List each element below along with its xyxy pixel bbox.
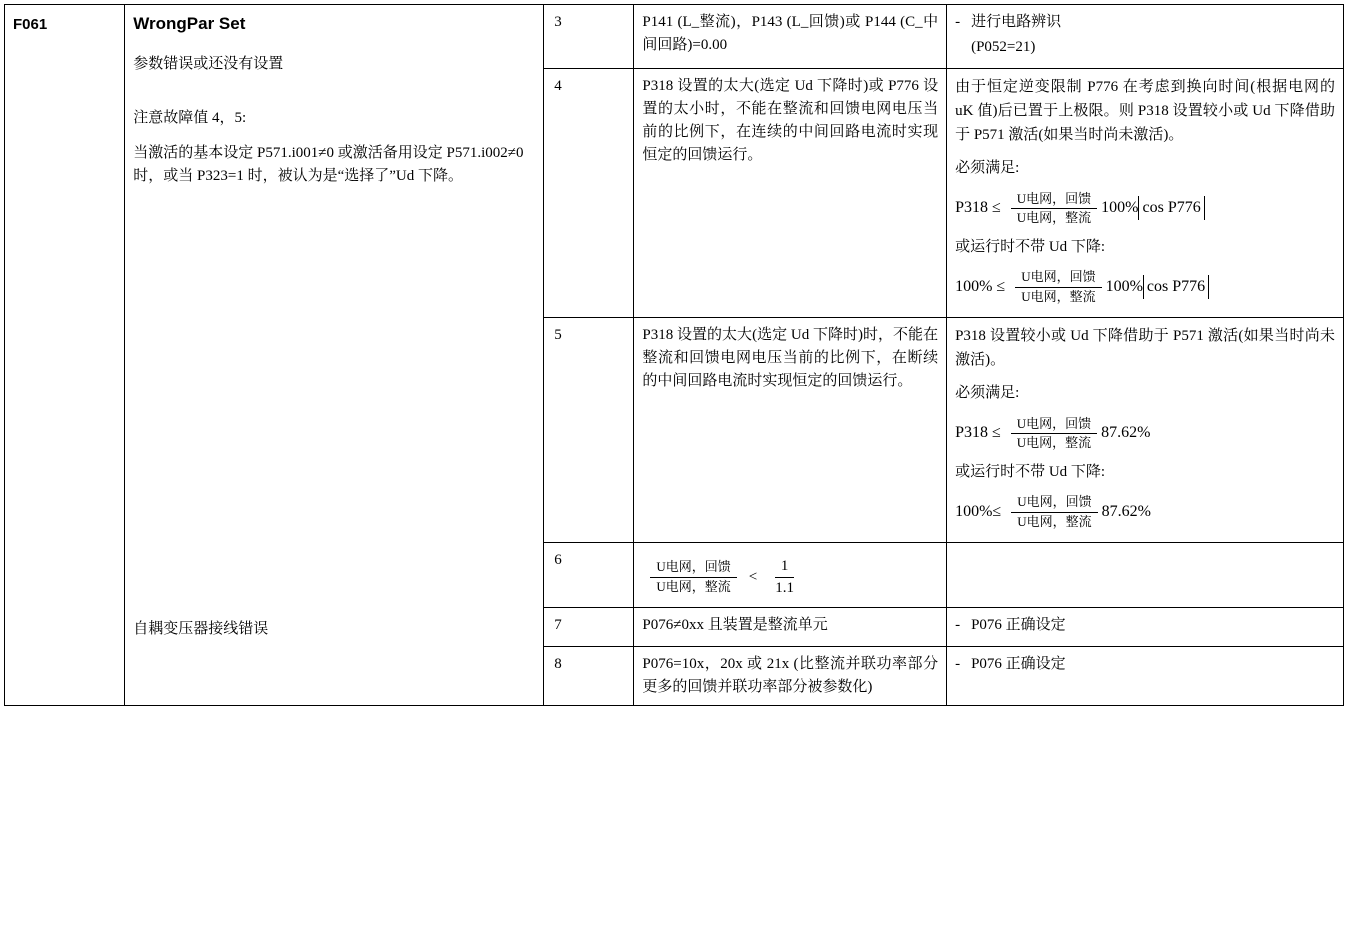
must-satisfy-label: 必须满足: <box>955 160 1020 177</box>
formula-lead: 100%≤ <box>955 502 1002 520</box>
dash-bullet-icon: - <box>955 14 961 30</box>
fault-description-note-body: 当激活的基本设定 P571.i001≠0 或激活备用设定 P571.i002≠0 时，或当 P323=1 时，被认为是“选择了”Ud 下降。 <box>133 144 524 185</box>
remedy-cell <box>947 608 1344 646</box>
formula-percent: 87.62% <box>1101 502 1151 520</box>
fault-description-cell <box>125 5 544 706</box>
fault-value-number: 7 <box>544 608 634 646</box>
cause-cell <box>634 542 947 608</box>
fault-value-number: 8 <box>544 646 634 706</box>
cause-cell: P076≠0xx 且装置是整流单元 <box>634 608 947 646</box>
list-item <box>955 653 1335 676</box>
formula-p318-continuous <box>955 191 1335 227</box>
fault-value-number: 3 <box>544 5 634 69</box>
remedy-list <box>955 11 1335 60</box>
formula-no-ud-reduction <box>955 494 1335 530</box>
list-item <box>955 614 1335 637</box>
formula-no-ud-reduction <box>955 269 1335 305</box>
fraction-numerator: U电网，回馈 <box>1015 269 1101 287</box>
fault-table <box>4 4 1344 706</box>
list-item <box>955 36 1335 59</box>
cause-cell: P141 (L_整流)，P143 (L_回馈)或 P144 (C_中间回路)=0.00 <box>634 5 947 69</box>
fraction-numerator: 1 <box>775 557 795 578</box>
fault-description-title: WrongPar Set <box>133 14 246 33</box>
formula-p318-discontinuous <box>955 416 1335 452</box>
cause-cell: P318 设置的太大(选定 Ud 下降时)或 P776 设置的太小时，不能在整流和回馈电网电压当前的比例下，在连续的中间回路电流时实现恒定的回馈运行。 <box>634 68 947 317</box>
formula-percent: 100% <box>1101 198 1139 216</box>
fraction-denominator: U电网，整流 <box>1016 209 1092 225</box>
dash-bullet-icon: - <box>955 617 961 634</box>
formula-lead: 100% ≤ <box>955 277 1006 295</box>
fraction <box>1015 269 1101 305</box>
fault-description-line1: 参数错误或还没有设置 <box>133 56 284 73</box>
remedy-cell <box>947 646 1344 706</box>
cause-cell: P318 设置的太大(选定 Ud 下降时)时，不能在整流和回馈电网电压当前的比例下，在断续的中间回路电流时实现恒定的回馈运行。 <box>634 317 947 542</box>
fraction-numerator: U电网，回馈 <box>650 559 736 577</box>
fraction-denominator: U电网，整流 <box>1021 288 1096 304</box>
comparison-operator: < <box>748 568 758 585</box>
fault-value-number: 6 <box>544 542 634 608</box>
fraction-denominator: U电网，整流 <box>1017 513 1092 529</box>
document-page <box>0 4 1348 933</box>
remedy-text: P318 设置较小或 Ud 下降借助于 P571 激活(如果当时尚未激活)。 <box>955 327 1335 369</box>
fraction-numerator: U电网，回馈 <box>1011 494 1097 512</box>
remedy-text: P076 正确设定 <box>971 655 1066 672</box>
fraction-denominator: 1.1 <box>775 579 794 596</box>
remedy-cell <box>947 317 1344 542</box>
remedy-cell <box>947 68 1344 317</box>
fraction <box>650 559 736 595</box>
fault-code-cell <box>5 5 125 706</box>
cause-cell: P076=10x，20x 或 21x (比整流并联功率部分更多的回馈并联功率部分被参数化) <box>634 646 947 706</box>
fraction <box>1011 416 1097 452</box>
dash-bullet-icon: - <box>955 655 961 672</box>
fault-value-number: 5 <box>544 317 634 542</box>
fraction <box>769 557 800 598</box>
fraction <box>1011 494 1097 530</box>
fraction-numerator: U电网，回馈 <box>1011 416 1097 434</box>
remedy-text: 进行电路辨识 <box>971 14 1062 30</box>
formula-voltage-ratio <box>646 557 938 598</box>
fault-code-text: F061 <box>13 16 48 33</box>
fraction-numerator: U电网，回馈 <box>1011 191 1097 209</box>
remedy-subtext: (P052=21) <box>971 39 1036 56</box>
formula-percent: 87.62% <box>1101 424 1151 442</box>
remedy-cell <box>947 542 1344 608</box>
alternative-label: 或运行时不带 Ud 下降: <box>955 464 1106 481</box>
formula-absolute-value: cos P776 <box>1143 275 1209 299</box>
formula-lead: P318 ≤ <box>955 198 1001 216</box>
remedy-cell <box>947 5 1344 69</box>
must-satisfy-label: 必须满足: <box>955 385 1020 402</box>
formula-absolute-value: cos P776 <box>1138 196 1204 220</box>
fraction <box>1011 191 1097 227</box>
alternative-label: 或运行时不带 Ud 下降: <box>955 239 1106 256</box>
fault-description-note-head: 注意故障值 4，5: <box>133 109 247 126</box>
fault-value-number: 4 <box>544 68 634 317</box>
description-spacer <box>133 89 535 107</box>
list-item <box>955 11 1335 34</box>
formula-lead: P318 ≤ <box>955 424 1001 442</box>
fraction-denominator: U电网，整流 <box>1016 434 1092 450</box>
remedy-text: P076 正确设定 <box>971 617 1066 634</box>
remedy-text: 由于恒定逆变限制 P776 在考虑到换向时间(根据电网的 uK 值)后已置于上极限。则 P318 设置较小或 Ud 下降借助于 P571 激活(如果当时尚未激活)。 <box>955 78 1335 144</box>
fraction-denominator: U电网，整流 <box>656 578 731 594</box>
fault-description-autotransformer: 自耦变压器接线错误 <box>133 621 269 638</box>
formula-percent: 100% <box>1105 277 1143 295</box>
table-row <box>5 5 1344 69</box>
